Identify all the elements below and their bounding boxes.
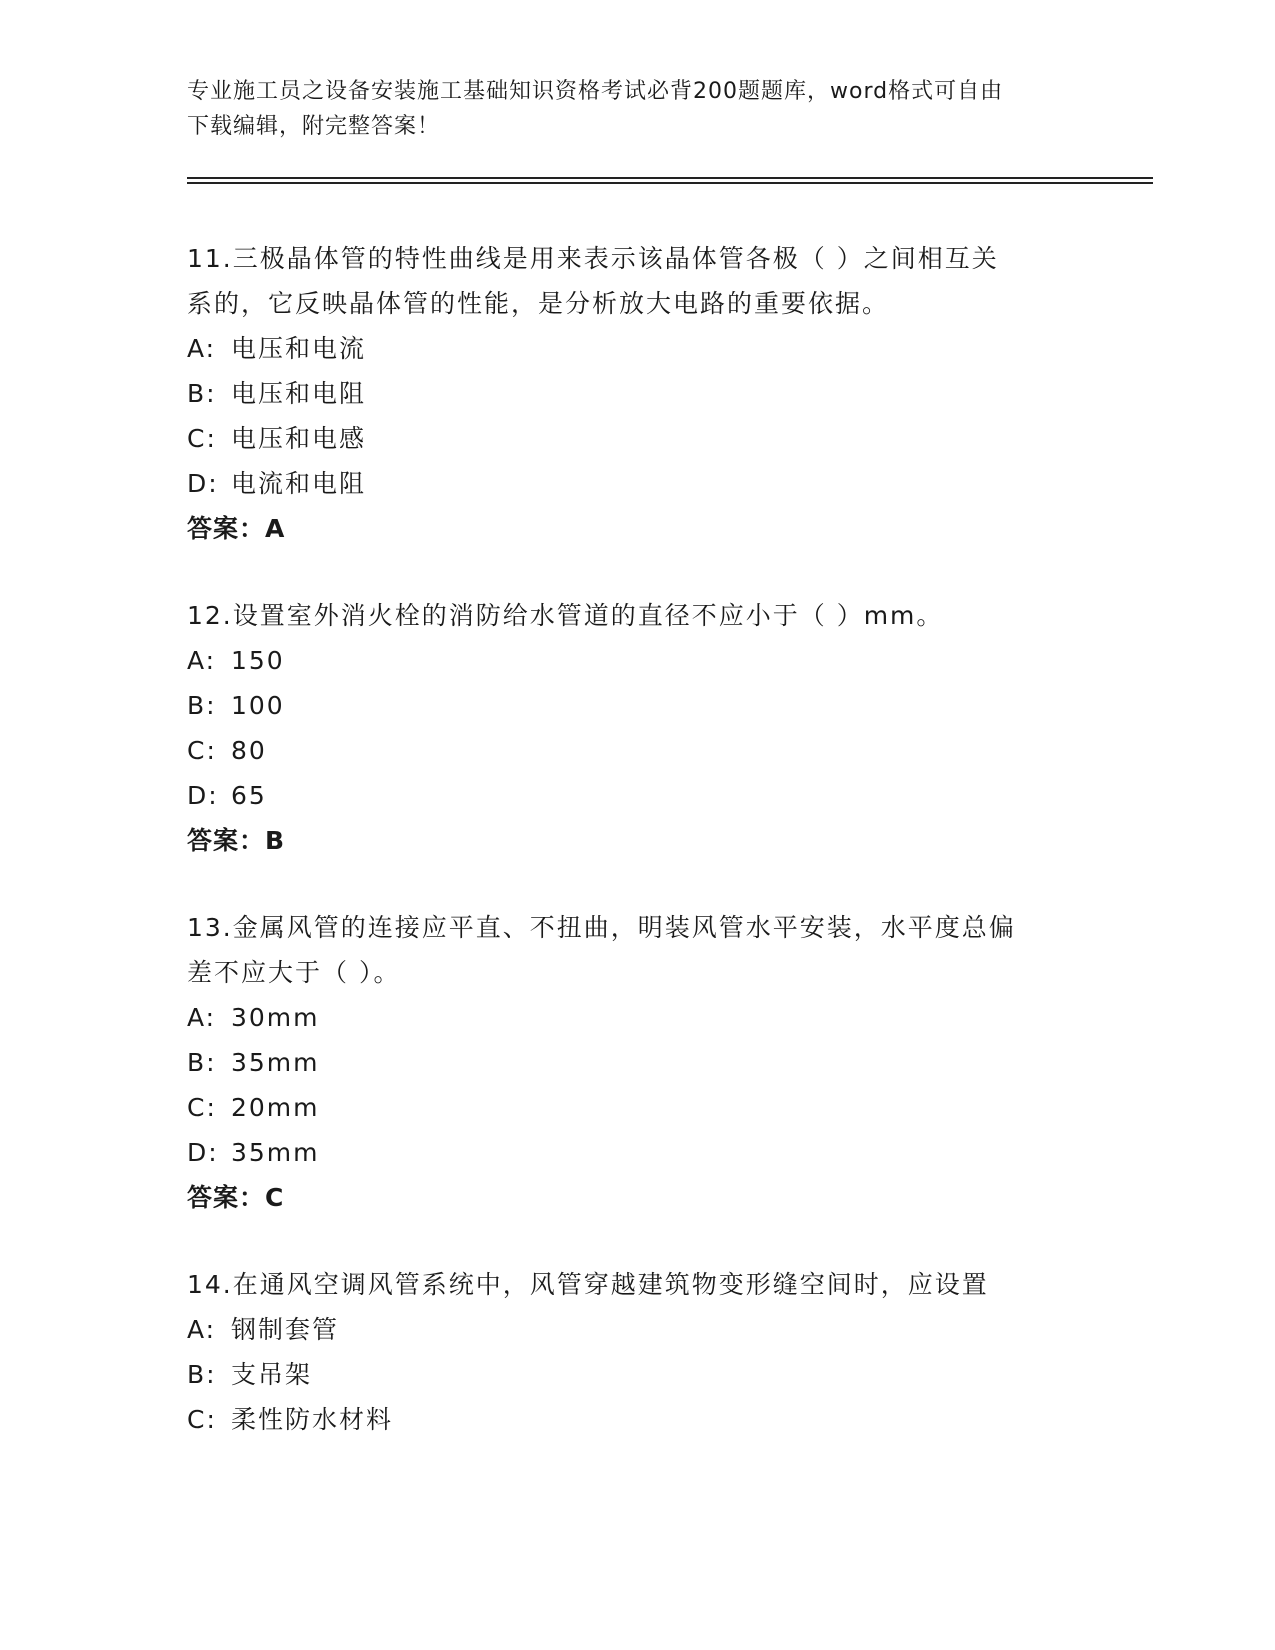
option-b: B: 35mm: [187, 1048, 320, 1077]
question-14: [187, 1262, 1087, 1442]
question-stem: 14.在通风空调风管系统中，风管穿越建筑物变形缝空间时，应设置: [187, 1270, 989, 1299]
option-c: C: 电压和电感: [187, 424, 367, 453]
answer-text: 答案：A: [187, 514, 286, 543]
question-list: [187, 236, 1087, 1484]
option-b: B: 电压和电阻: [187, 379, 367, 408]
question-11: [187, 236, 1087, 551]
option-c: C: 80: [187, 736, 267, 765]
question-stem: 11.三极晶体管的特性曲线是用来表示该晶体管各极（ ）之间相互关 系的，它反映晶体管的性能，是分析放大电路的重要依据。: [187, 244, 999, 318]
option-b: B: 支吊架: [187, 1360, 313, 1389]
option-b: B: 100: [187, 691, 285, 720]
option-a: A: 150: [187, 646, 285, 675]
option-a: A: 30mm: [187, 1003, 320, 1032]
answer-text: 答案：B: [187, 826, 286, 855]
answer-text: 答案：C: [187, 1183, 285, 1212]
header-divider-top: [187, 177, 1153, 179]
header-line-2: 下载编辑，附完整答案！: [187, 114, 441, 139]
option-d: D: 电流和电阻: [187, 469, 367, 498]
header-line-1: 专业施工员之设备安装施工基础知识资格考试必背200题题库，word格式可自由: [187, 79, 1004, 104]
option-c: C: 20mm: [187, 1093, 320, 1122]
option-d: D: 35mm: [187, 1138, 320, 1167]
question-12: [187, 593, 1087, 863]
document-header: [187, 74, 1067, 144]
option-c: C: 柔性防水材料: [187, 1405, 394, 1434]
option-a: A: 钢制套管: [187, 1315, 340, 1344]
question-stem: 12.设置室外消火栓的消防给水管道的直径不应小于（ ）mm。: [187, 601, 944, 630]
question-13: [187, 905, 1087, 1220]
header-divider-bottom: [187, 182, 1153, 184]
question-stem: 13.金属风管的连接应平直、不扭曲，明装风管水平安装，水平度总偏 差不应大于（ ）。: [187, 913, 1016, 987]
option-d: D: 65: [187, 781, 267, 810]
option-a: A: 电压和电流: [187, 334, 367, 363]
